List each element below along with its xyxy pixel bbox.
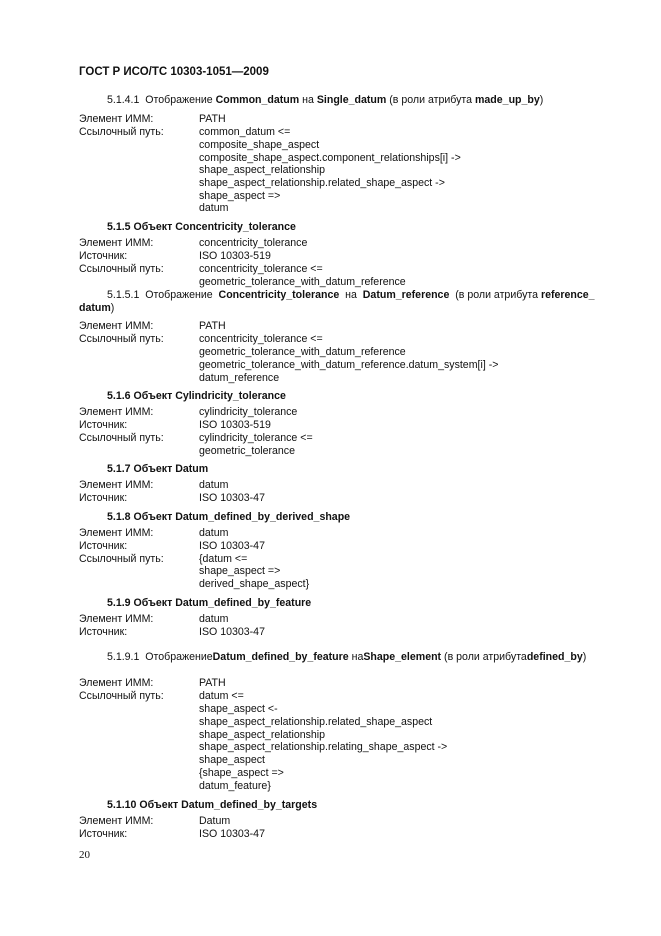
document-header: ГОСТ Р ИСО/ТС 10303-1051—2009 [79,66,269,78]
ref-path-line: datum_feature} [199,780,271,792]
mapping-title-5151-cont [79,302,114,315]
ref-path-line: datum [199,202,229,214]
ref-path-line: shape_aspect <- [199,703,278,715]
mapping-text: ) [582,651,587,663]
mapping-text: ) [539,94,544,106]
source-value: ISO 10303-519 [199,250,271,262]
element-value: Datum [199,815,231,827]
ref-path-line: {datum <= [199,553,248,565]
ref-path-line: composite_shape_aspect [199,139,320,151]
mapping-title-5141 [107,94,543,107]
ref-path-label: Ссылочный путь: [79,690,164,702]
source-label: Источник: [79,540,128,552]
section-heading-516: 5.1.6 Объект Cylindricity_tolerance [107,390,286,402]
section-heading-515: 5.1.5 Объект Concentricity_tolerance [107,221,296,233]
target-entity: Shape_element [363,651,442,663]
page-number: 20 [79,849,90,861]
ref-path-line: shape_aspect => [199,565,281,577]
target-entity: Single_datum [316,94,387,106]
source-value: ISO 10303-47 [199,828,265,840]
ref-path-label: Ссылочный путь: [79,263,164,275]
ref-path-label: Ссылочный путь: [79,553,164,565]
ref-path-label: Ссылочный путь: [79,432,164,444]
section-heading-5110: 5.1.10 Объект Datum_defined_by_targets [107,799,318,811]
source-value: ISO 10303-519 [199,419,271,431]
element-label: Элемент ИММ: [79,677,154,689]
source-label: Источник: [79,626,128,638]
ref-path-line: datum_reference [199,372,280,384]
ref-path-line: shape_aspect_relationship.relating_shape_aspect -> [199,741,448,753]
source-label: Источник: [79,419,128,431]
element-label: Элемент ИММ: [79,479,154,491]
element-value: concentricity_tolerance [199,237,308,249]
ref-path-line: shape_aspect_relationship.related_shape_aspect [199,716,433,728]
element-label: Элемент ИММ: [79,406,154,418]
attribute-name: made_up_by [475,94,540,106]
mapping-text: (в роли атрибута [444,651,527,663]
clause-number: 5.1.4.1 [107,94,140,106]
clause-number: 5.1.5.1 [107,289,140,301]
ref-path-line: {shape_aspect => [199,767,284,779]
element-value: PATH [199,320,226,332]
attribute-name: defined_by [526,651,583,663]
mapping-text: на [345,289,357,301]
source-value: ISO 10303-47 [199,626,265,638]
source-label: Источник: [79,250,128,262]
ref-path-line: composite_shape_aspect.component_relationships[i] -> [199,152,461,164]
ref-path-line: shape_aspect_relationship.related_shape_aspect -> [199,177,445,189]
ref-path-line: geometric_tolerance_with_datum_reference [199,346,406,358]
element-value: cylindricity_tolerance [199,406,298,418]
attribute-name: reference_ [540,289,595,301]
section-heading-517: 5.1.7 Объект Datum [107,463,209,475]
mapping-text: Отображение [145,94,213,106]
element-value: PATH [199,113,226,125]
ref-path-line: cylindricity_tolerance <= [199,432,313,444]
section-heading-519: 5.1.9 Объект Datum_defined_by_feature [107,597,312,609]
ref-path-line: common_datum <= [199,126,291,138]
element-label: Элемент ИММ: [79,613,154,625]
ref-path-label: Ссылочный путь: [79,333,164,345]
source-entity: Concentricity_tolerance [218,289,340,301]
element-value: datum [199,479,229,491]
ref-path-label: Ссылочный путь: [79,126,164,138]
mapping-text: Отображение [145,289,213,301]
element-label: Элемент ИММ: [79,527,154,539]
ref-path-line: shape_aspect_relationship [199,729,326,741]
source-value: ISO 10303-47 [199,492,265,504]
ref-path-line: shape_aspect [199,754,265,766]
target-entity: Datum_reference [362,289,450,301]
mapping-text: (в роли атрибута [455,289,539,301]
mapping-text: Отображение [145,651,213,663]
source-value: ISO 10303-47 [199,540,265,552]
element-value: datum [199,613,229,625]
ref-path-line: shape_aspect => [199,190,281,202]
mapping-text: (в роли атрибута [389,94,473,106]
element-label: Элемент ИММ: [79,320,154,332]
mapping-text: ) [110,302,115,314]
mapping-text: на [351,651,364,663]
element-label: Элемент ИММ: [79,237,154,249]
ref-path-line: concentricity_tolerance <= [199,263,323,275]
source-label: Источник: [79,828,128,840]
clause-number: 5.1.9.1 [107,651,140,663]
ref-path-line: shape_aspect_relationship [199,164,326,176]
mapping-title-5191 [107,651,586,664]
mapping-title-5151 [107,289,595,302]
element-label: Элемент ИММ: [79,113,154,125]
ref-path-line: datum <= [199,690,244,702]
element-value: datum [199,527,229,539]
attribute-name: datum [79,302,111,314]
ref-path-line: concentricity_tolerance <= [199,333,323,345]
ref-path-line: geometric_tolerance [199,445,295,457]
source-entity: Datum_defined_by_feature [212,651,349,663]
element-label: Элемент ИММ: [79,815,154,827]
source-entity: Common_datum [215,94,300,106]
ref-path-line: geometric_tolerance_with_datum_reference [199,276,406,288]
section-heading-518: 5.1.8 Объект Datum_defined_by_derived_shape [107,511,351,523]
mapping-text: на [302,94,314,106]
source-label: Источник: [79,492,128,504]
ref-path-line: geometric_tolerance_with_datum_reference.datum_system[i] -> [199,359,499,371]
element-value: PATH [199,677,226,689]
ref-path-line: derived_shape_aspect} [199,578,310,590]
